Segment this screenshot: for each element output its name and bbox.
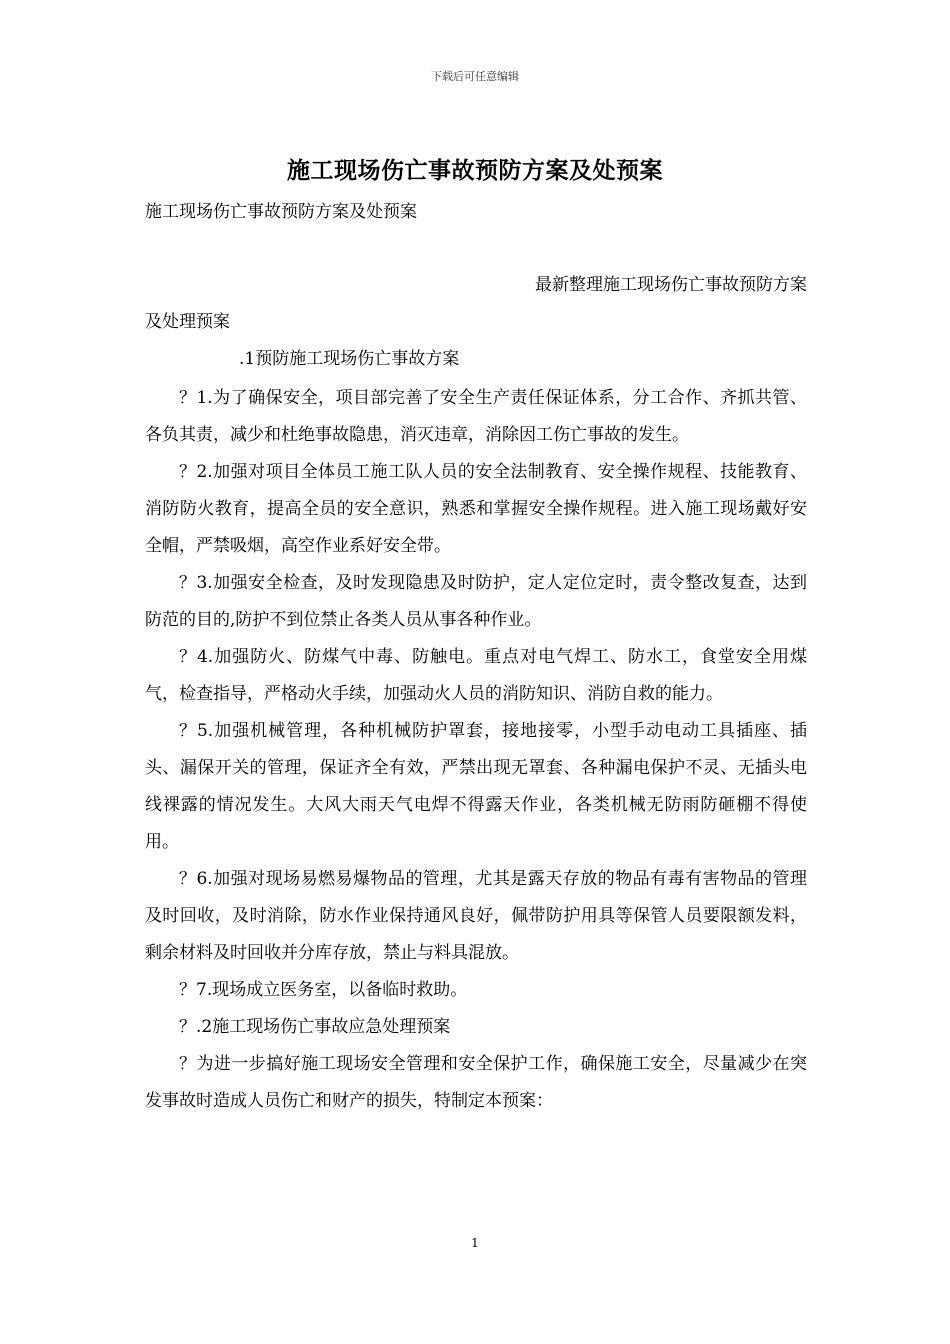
paragraph-6: ？6.加强对现场易燃易爆物品的管理，尤其是露天存放的物品有毒有害物品的管理及时回收，及时消除，防水作业保持通风良好，佩带防护用具等保管人员要限额发料，剩余材料及时回收并分库存放，禁止与料具混放。 [145, 869, 807, 963]
intro-right-text: 最新整理施工现场伤亡事故预防方案 [535, 275, 807, 295]
paragraph-1: ？1.为了确保安全，项目部完善了安全生产责任保证体系，分工合作、齐抓共管、各负其责，减少和杜绝事故隐患，消灭违章，消除因工伤亡事故的发生。 [145, 388, 807, 445]
intro-block [145, 267, 807, 378]
page-number: 1 [471, 1236, 479, 1250]
section1-heading: .1预防施工现场伤亡事故方案 [239, 349, 460, 369]
paragraph-3: ？3.加强安全检查，及时发现隐患及时防护，定人定位定时，责令整改复查，达到防范的目的,防护不到位禁止各类人员从事各种作业。 [145, 573, 807, 630]
subtitle [145, 194, 807, 231]
paragraph-4: ？4.加强防火、防煤气中毒、防触电。重点对电气焊工、防水工，食堂安全用煤气，检查指导，严格动火手续，加强动火人员的消防知识、消防自救的能力。 [145, 647, 807, 704]
intro-left-text: 及处理预案 [145, 312, 230, 332]
paragraph-7: ？7.现场成立医务室，以备临时救助。 [179, 980, 468, 1000]
document-title: 施工现场伤亡事故预防方案及处预案 [287, 157, 663, 184]
header-note: 下载后可任意编辑 [431, 70, 519, 83]
paragraph-8: ？为进一步搞好施工现场安全管理和安全保护工作，确保施工安全，尽量减少在突发事故时造成人员伤亡和财产的损失，特制定本预案： [145, 1054, 807, 1111]
section2-heading: ？.2施工现场伤亡事故应急处理预案 [179, 1017, 451, 1037]
subtitle-text: 施工现场伤亡事故预防方案及处预案 [145, 202, 417, 222]
paragraph-5: ？5.加强机械管理，各种机械防护罩套，接地接零，小型手动电动工具插座、插头、漏保开关的管理，保证齐全有效，严禁出现无罩套、各种漏电保护不灵、无插头电线裸露的情况发生。大风大雨天气电焊不得露天作业，各类机械无防雨防砸棚不得使用。 [145, 721, 807, 852]
body-paragraphs [145, 380, 807, 1120]
paragraph-2: ？2.加强对项目全体员工施工队人员的安全法制教育、安全操作规程、技能教育、消防防火教育，提高全员的安全意识，熟悉和掌握安全操作规程。进入施工现场戴好安全帽，严禁吸烟，高空作业系好安全带。 [145, 462, 807, 556]
